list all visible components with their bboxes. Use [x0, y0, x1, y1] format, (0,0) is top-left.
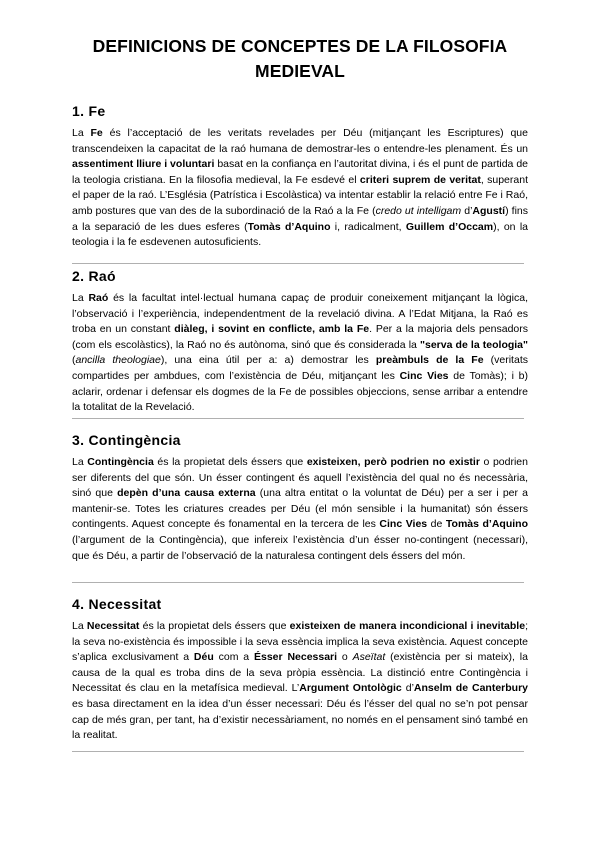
text-run: o — [337, 651, 353, 664]
text-run: ( — [72, 354, 76, 367]
text-run: de Tomàs); i b) aclarir, ordenar i defensar els dogmes de la Fe de possibles objeccions, sense arribar a entendre la totalitat de la Revelació. — [72, 369, 529, 414]
bold-term: Argument Ontològic — [299, 682, 402, 695]
section-heading: 2. Raó — [72, 268, 116, 284]
text-run: basat en la confiança en l’autoritat divina, i és el punt de partida de la teologia cristiana. En la filosofia medieval, la Fe esdevé el — [72, 158, 528, 186]
bold-term: existeixen de manera incondicional i inevitable — [289, 620, 526, 632]
bold-term: Anselm de Canterbury — [413, 682, 528, 695]
bold-term: Raó — [88, 292, 109, 304]
italic-term: credo ut intelligam — [375, 204, 462, 217]
bold-term: existeixen, però podrien no existir — [306, 456, 480, 468]
text-run: d’ — [461, 204, 473, 217]
text-run: de — [427, 518, 446, 531]
italic-term: ancilla theologiae — [75, 354, 161, 367]
text-run: o podrien ser diferents del que són. Un ésser contingent és aquell l’existència del qual no és necessària, sinó que — [72, 456, 528, 500]
text-run: és la propietat dels éssers que — [139, 620, 290, 632]
bold-term: "serva de la teologia" — [420, 338, 529, 351]
section-paragraph — [72, 619, 528, 744]
section-heading: 1. Fe — [72, 103, 106, 119]
bold-term: Tomàs d’Aquino — [247, 220, 331, 233]
text-run: és la propietat dels éssers que — [153, 456, 307, 468]
bold-term: depèn d’una causa externa — [117, 487, 256, 500]
section-divider — [72, 263, 524, 264]
bold-term: Déu — [193, 651, 214, 664]
section-paragraph — [72, 455, 528, 564]
bold-term: assentiment lliure i voluntari — [72, 158, 215, 171]
text-run: La — [72, 456, 88, 468]
section-paragraph — [72, 126, 528, 251]
text-run: i, radicalment, — [330, 220, 406, 233]
bold-term: Ésser Necessari — [253, 651, 338, 664]
italic-term: Aseïtat — [352, 651, 386, 664]
section-necessitat — [72, 596, 528, 744]
text-run: d’ — [401, 682, 414, 695]
text-run: ; la seva no-existència és impossible i la seva essència implica la seva existència. Aquest concepte s’aplica exclusivament a — [72, 620, 528, 664]
text-run: és l’acceptació de les veritats revelades per Déu (mitjançant les Escriptures) que transcendeixen la capacitat de la raó humana de demostrar-les o entendre-les plenament. És un — [72, 127, 528, 155]
bold-term: Guillem d’Occam — [405, 220, 494, 233]
text-run: . Per a la majoria dels pensadors (com els escolàstics), la Raó no és autònoma, sinó que és considerada la — [72, 323, 529, 351]
section-heading: 4. Necessitat — [72, 596, 162, 612]
section-divider — [72, 751, 524, 752]
text-run: (veritats compartides per ambdues, com l’existència de Déu, mitjançant les — [72, 354, 528, 382]
bold-term: Cinc Vies — [399, 369, 449, 382]
section-paragraph — [72, 291, 528, 416]
document-title: DEFINICIONS DE CONCEPTES DE LA FILOSOFIA MEDIEVAL — [92, 36, 508, 81]
section-divider — [72, 418, 524, 419]
section-fe — [72, 103, 528, 251]
bold-term: criteri suprem de veritat — [359, 173, 481, 186]
bold-term: preàmbuls de la Fe — [375, 354, 484, 367]
section-contingencia — [72, 432, 528, 564]
text-run: , superant el paper de la raó. L’Església (Patrística i Escolàstica) va intentar establir la relació entre Fe i Raó, amb postures que van des de la subordinació de la Raó a la Fe ( — [72, 173, 528, 217]
text-run: (una altra entitat o la voluntat de Déu) per a ser i per a mantenir-se. Totes les criatures creades per Déu (el món sensible i la humanitat) són éssers contingents. Aquest concepte és fonamental en la tercera de les — [72, 487, 528, 531]
text-run: (l’argument de la Contingència), que infereix l’existència d’un ésser no-contingent (necessari), que és Déu, a partir de l’observació de la naturalesa contingent dels éssers del món. — [72, 533, 528, 562]
text-run: La — [72, 620, 87, 632]
text-run: ) fins a la separació de les dues esferes ( — [72, 204, 529, 233]
section-heading: 3. Contingència — [72, 432, 181, 448]
text-run: ), on la teologia i la fe esdevenen autosuficients. — [72, 220, 529, 249]
text-run: La — [72, 292, 89, 304]
bold-term: Agustí — [472, 204, 506, 217]
bold-term: diàleg, i sovint en conflicte, amb la Fe — [174, 323, 370, 336]
bold-term: Fe — [90, 127, 103, 139]
bold-term: Necessitat — [86, 620, 140, 632]
text-run: (existència per si mateix), la causa de la qual es troba dins de la seva pròpia essència. La distinció entre Contingència i Necessitat és clau en la metafísica medieval. L’ — [72, 651, 528, 695]
bold-term: Contingència — [87, 456, 154, 468]
text-run: es basa directament en la idea d’un ésser necessari: Déu és l’ésser del qual no se’n pot pensar cap de més gran, per tant, ha d’existir necessàriament, no només en el pensament sinó també en la realitat. — [72, 697, 528, 742]
text-run: com a — [213, 651, 254, 664]
text-run: La — [72, 127, 91, 139]
text-run: ), una eina útil per a: a) demostrar les — [160, 354, 376, 367]
text-run: és la facultat intel·lectual humana capaç de produir coneixement mitjançant la lògica, l’observació i l’experiència, independentment de la revelació divina. A l’Edat Mitjana, la Raó es troba en un constant — [72, 292, 528, 336]
section-rao — [72, 268, 528, 416]
bold-term: Cinc Vies — [379, 518, 428, 531]
section-divider — [72, 582, 524, 583]
bold-term: Tomàs d’Aquino — [445, 518, 528, 531]
